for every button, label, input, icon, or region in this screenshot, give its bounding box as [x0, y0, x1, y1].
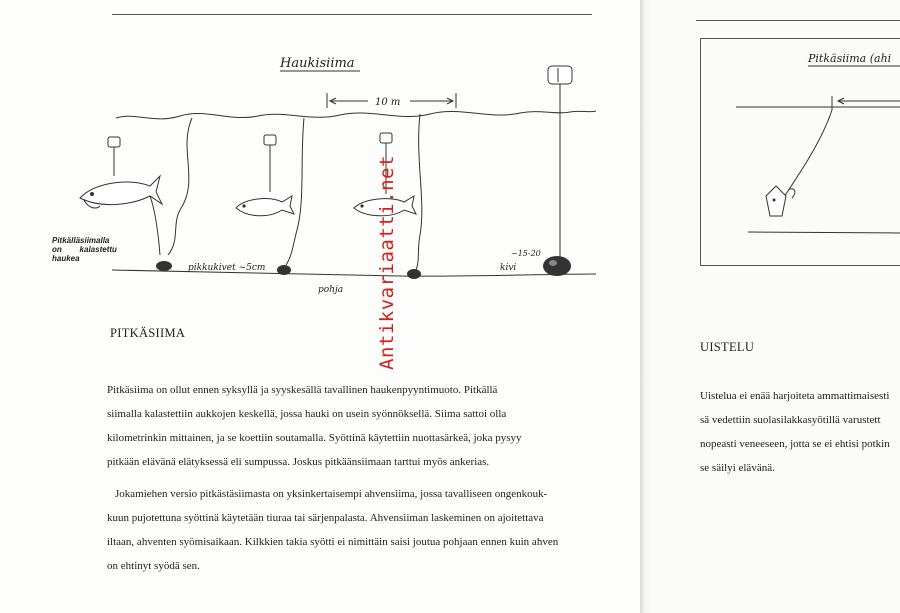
small-float-icon — [264, 135, 276, 145]
right-page — [652, 0, 900, 613]
paragraph-line: on ehtinyt syödä sen. — [107, 560, 200, 572]
bottom-line — [112, 270, 596, 276]
distance-label: 10 m — [375, 97, 401, 108]
paragraph-line: kilometrinkin mittainen, ja se koettiin soutamalla. Syöttinä käytettiin nuottasärkeä, joka pysyy — [107, 432, 522, 444]
pike-drag-line — [150, 196, 160, 255]
paragraph-line: Jokamiehen versio pitkästäsiimasta on yksinkertaisempi ahvensiima, jossa tavalliseen ongenkouk- — [115, 488, 548, 500]
pitkasiima-diagram — [652, 0, 900, 270]
stone-label: kivi — [500, 263, 517, 273]
side-note-line: on kalastettu — [52, 245, 117, 254]
paragraph-1 — [107, 378, 597, 474]
fish-eye — [360, 204, 363, 207]
paragraph-2 — [107, 482, 607, 578]
dropper-line-2 — [286, 118, 304, 265]
pike-fish-icon — [80, 176, 162, 205]
paragraph-line: Pitkäsiima on ollut ennen syksyllä ja syyskesällä tavallinen haukenpyyntimuoto. Pitkällä — [107, 384, 498, 396]
fish-eye — [90, 192, 94, 196]
small-float-icon — [108, 137, 120, 147]
side-note — [52, 236, 117, 263]
sinker-stone-icon — [407, 269, 421, 279]
sinkers-label: pikkukivet ~5cm — [188, 263, 266, 273]
paragraph-line: pitkään elävänä elätyksessä eli sumpussa. Joskus pitkäänsiimaan tarttui myös ankerias. — [107, 456, 490, 468]
paragraph-line: se säilyi elävänä. — [700, 462, 775, 474]
diagram-title: Haukisiima — [280, 56, 355, 71]
fish-eye — [773, 199, 776, 202]
paragraph-line: siimalla kalastettiin aukkojen keskellä, jossa hauki on usein syönnöksellä. Siima sattoi olla — [107, 408, 507, 420]
snood-line — [782, 110, 832, 200]
paragraph-line: iltaan, ahventen syömisaikaan. Kilkkien takia syötti ei nimittäin saisi joutua pohjaan ennen kuin ahven — [107, 536, 559, 548]
paragraph-line: Uistelua ei enää harjoiteta ammattimaisesti — [700, 390, 890, 402]
haukisiima-diagram — [0, 0, 640, 320]
paragraph-uistelu — [700, 384, 900, 480]
paragraph-line: nopeasti veneeseen, jotta se ei ehtisi potkin — [700, 438, 890, 450]
sinker-stone-icon — [156, 261, 172, 271]
paragraph-line: sä vedettiin suolasilakkasyötillä varustett — [700, 414, 881, 426]
bottom-line — [748, 232, 900, 233]
small-float-icon — [380, 133, 392, 143]
stone-highlight — [549, 260, 557, 266]
watermark: Antikvariaatti.net — [376, 155, 398, 370]
depth-label: ~15-20 — [511, 249, 541, 258]
side-note-line: haukea — [52, 254, 80, 263]
diagram-title: Pitkäsiima (ahi — [808, 52, 892, 65]
book-gutter — [640, 0, 652, 613]
section-heading-pitkasiima: PITKÄSIIMA — [110, 326, 186, 340]
bottom-label: pohja — [318, 285, 344, 295]
side-note-line: Pitkälläsiimalla — [52, 236, 110, 245]
float-buoy-icon — [548, 66, 572, 84]
anchor-stone-icon — [543, 256, 571, 276]
perch-fish-icon — [766, 186, 786, 216]
fish-eye — [242, 204, 245, 207]
dropper-line-3 — [416, 114, 422, 270]
section-heading-uistelu: UISTELU — [700, 340, 755, 354]
paragraph-line: kuun pujotettuna syöttinä käytetään tiuraa tai särjenpalasta. Ahvensiiman laskeminen on ajoitettava — [107, 512, 544, 524]
dropper-line-1 — [168, 118, 192, 255]
main-line — [116, 111, 596, 119]
